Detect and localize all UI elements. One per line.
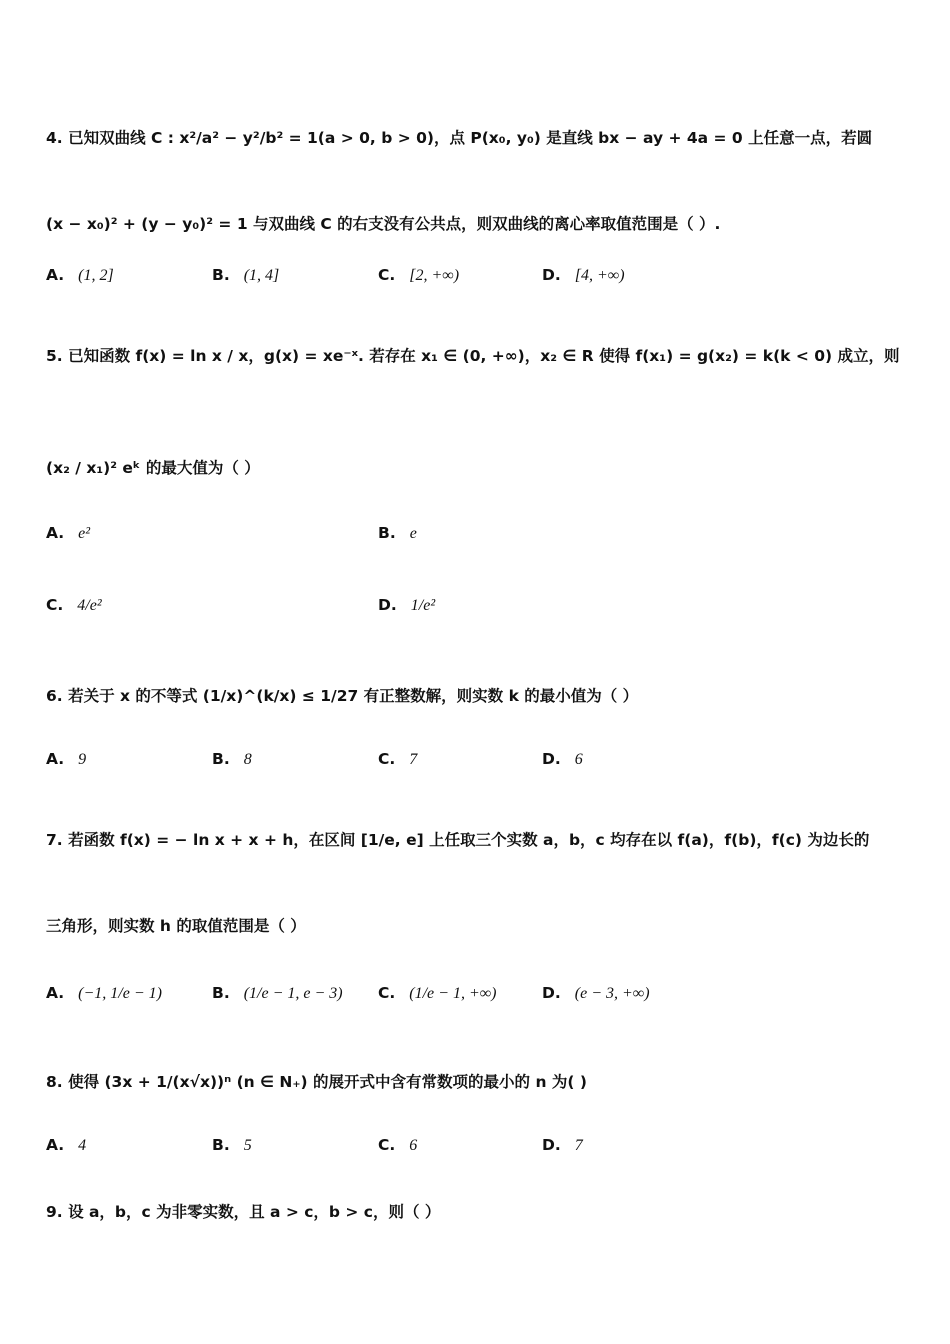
option-label: B. (212, 984, 230, 1002)
option-label: D. (378, 596, 397, 614)
question-4-option-d[interactable] (542, 266, 625, 285)
option-value: (1, 4] (243, 267, 280, 284)
option-label: C. (378, 984, 396, 1002)
question-6-option-d[interactable] (542, 750, 583, 769)
option-label: B. (378, 524, 396, 542)
option-label: B. (212, 266, 230, 284)
option-label: C. (378, 1136, 396, 1154)
option-label: A. (46, 1136, 65, 1154)
option-value: 7 (409, 751, 418, 768)
question-7-option-c[interactable] (378, 984, 496, 1003)
option-label: A. (46, 524, 65, 542)
option-value: (1, 2] (78, 267, 114, 284)
question-5-line-1: 5. 已知函数 f(x) = ln x / x，g(x) = xe⁻ˣ. 若存在 x₁ ∈ (0, +∞)，x₂ ∈ R 使得 f(x₁) = g(x₂) = k(k < 0) 成立，则 (46, 347, 900, 365)
question-8-line-1: 8. 使得 (3x + 1/(x√x))ⁿ (n ∈ N₊) 的展开式中含有常数项的最小的 n 为( ) (46, 1073, 587, 1091)
question-7-line-1: 7. 若函数 f(x) = − ln x + x + h，在区间 [1/e, e] 上任取三个实数 a，b，c 均存在以 f(a)，f(b)，f(c) 为边长的 (46, 831, 870, 849)
option-label: D. (542, 266, 561, 284)
option-value: 6 (574, 751, 583, 768)
option-value: e (409, 525, 417, 542)
option-label: B. (212, 1136, 230, 1154)
option-value: 1/e² (410, 597, 436, 614)
question-4-option-a[interactable] (46, 266, 114, 285)
option-value: 4 (78, 1137, 87, 1154)
question-4-option-c[interactable] (378, 266, 459, 285)
option-value: 6 (409, 1137, 418, 1154)
question-7-option-b[interactable] (212, 984, 343, 1003)
question-8-option-c[interactable] (378, 1136, 417, 1155)
option-value: (−1, 1/e − 1) (78, 985, 162, 1002)
option-value: 9 (78, 751, 87, 768)
question-6-option-c[interactable] (378, 750, 417, 769)
question-4-line-1: 4. 已知双曲线 C : x²/a² − y²/b² = 1(a > 0, b > 0)，点 P(x₀, y₀) 是直线 bx − ay + 4a = 0 上任意一点，若圆 (46, 129, 873, 147)
question-7-option-d[interactable] (542, 984, 650, 1003)
question-9-line-1: 9. 设 a，b，c 为非零实数，且 a > c，b > c，则（ ） (46, 1203, 441, 1221)
question-6-option-b[interactable] (212, 750, 252, 769)
question-5-option-c[interactable] (46, 596, 102, 615)
option-value: (1/e − 1, +∞) (409, 985, 497, 1002)
option-value: e² (78, 525, 91, 542)
question-8-option-b[interactable] (212, 1136, 252, 1155)
question-6-line-1: 6. 若关于 x 的不等式 (1/x)^(k/x) ≤ 1/27 有正整数解，则实数 k 的最小值为（ ） (46, 687, 639, 705)
question-5-option-b[interactable] (378, 524, 417, 543)
option-value: 7 (574, 1137, 583, 1154)
option-label: B. (212, 750, 230, 768)
option-label: C. (378, 750, 396, 768)
question-4-option-b[interactable] (212, 266, 279, 285)
question-6-option-a[interactable] (46, 750, 86, 769)
option-label: A. (46, 984, 65, 1002)
option-label: C. (46, 596, 64, 614)
question-4-line-2: (x − x₀)² + (y − y₀)² = 1 与双曲线 C 的右支没有公共点，则双曲线的离心率取值范围是（ ）. (46, 215, 721, 233)
question-5-option-a[interactable] (46, 524, 90, 543)
question-7-option-a[interactable] (46, 984, 162, 1003)
question-8-option-a[interactable] (46, 1136, 86, 1155)
option-label: A. (46, 750, 65, 768)
question-5-option-d[interactable] (378, 596, 435, 615)
option-value: 4/e² (77, 597, 102, 614)
option-label: C. (378, 266, 396, 284)
option-label: A. (46, 266, 65, 284)
question-5-line-2: (x₂ / x₁)² eᵏ 的最大值为（ ） (46, 459, 260, 477)
option-value: 5 (243, 1137, 252, 1154)
option-label: D. (542, 984, 561, 1002)
question-7-line-2: 三角形，则实数 h 的取值范围是（ ） (46, 917, 306, 935)
option-value: [2, +∞) (409, 267, 460, 284)
question-8-option-d[interactable] (542, 1136, 583, 1155)
option-label: D. (542, 750, 561, 768)
option-value: 8 (243, 751, 252, 768)
option-value: (e − 3, +∞) (574, 985, 650, 1002)
option-value: [4, +∞) (574, 267, 625, 284)
option-label: D. (542, 1136, 561, 1154)
option-value: (1/e − 1, e − 3) (243, 985, 343, 1002)
